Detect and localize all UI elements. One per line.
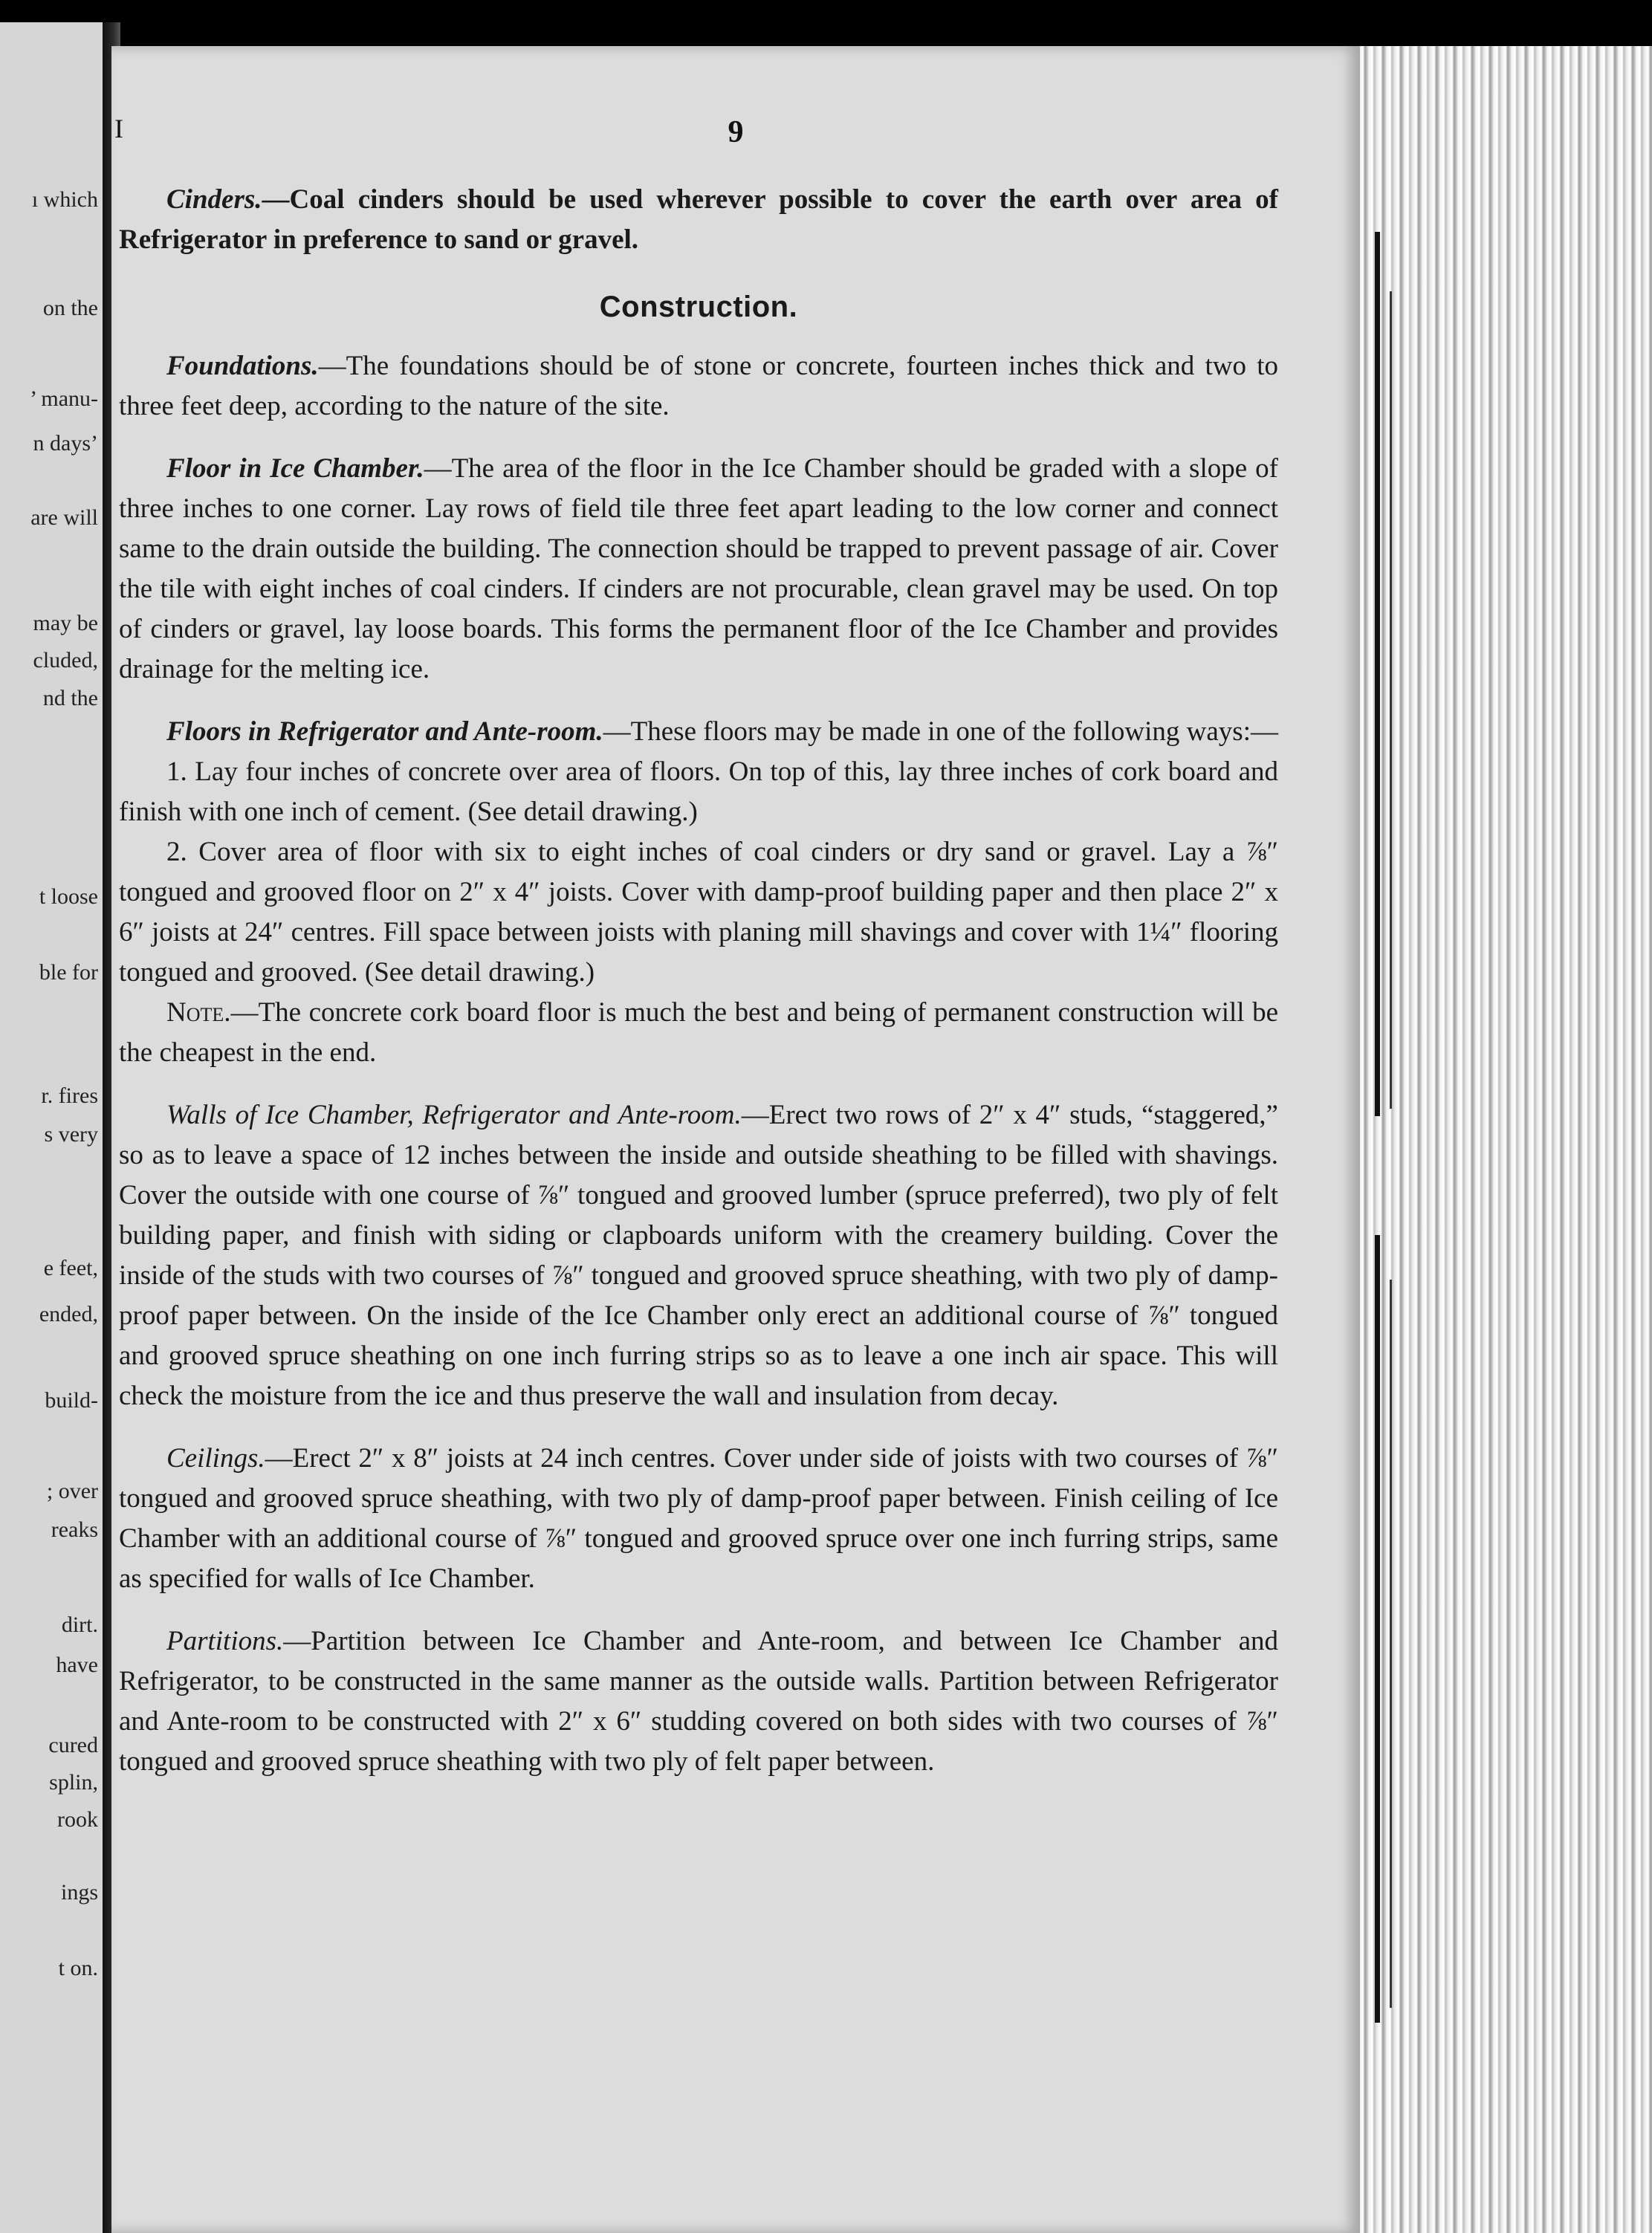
left-page-fragment: ’ manu- xyxy=(30,386,98,411)
left-page-fragment: splin, xyxy=(49,1770,98,1795)
paragraph-text: —These floors may be made in one of the following ways:— xyxy=(603,716,1278,747)
edge-shadow-bar xyxy=(1390,291,1392,1109)
left-page-fragment: ings xyxy=(60,1880,98,1905)
paragraph-text: —Erect two rows of 2″ x 4″ studs, “staggered,” so as to leave a space of 12 inches between the inside and outside sheathing to be filled with shavings. Cover the outside with one course of ⅞″ tongued and grooved lumber (spruce preferred), two ply of felt building paper, and finish with siding or clapboards uniform with the creamery building. Cover the inside of the studs with two courses of ⅞″ tongued and grooved spruce sheathing, with two ply of damp-proof paper between. On the inside of the Ice Chamber only erect an additional course of ⅞″ tongued and grooved spruce sheathing on one inch furring strips so as to leave a one inch air space. This will check the moisture from the ice and thus preserve the wall and insulation from decay. xyxy=(119,1100,1278,1411)
left-page-fragment: t loose xyxy=(39,884,98,909)
left-page-fragment: are will xyxy=(30,505,98,530)
left-page-fragment: ble for xyxy=(39,960,98,985)
paragraph-lead: Foundations. xyxy=(166,351,319,381)
paragraph-walls xyxy=(119,1095,1278,1416)
left-page-fragment: cured xyxy=(48,1733,98,1757)
paragraph-note xyxy=(119,993,1278,1073)
page-body xyxy=(119,180,1278,1782)
edge-shadow-bar xyxy=(1390,1280,1392,2008)
page-edges xyxy=(1351,46,1652,2233)
left-page-fragment: reaks xyxy=(51,1517,98,1542)
left-page-fragment: ended, xyxy=(39,1302,98,1326)
paragraph-ceilings xyxy=(119,1439,1278,1599)
left-page-fragment: cluded, xyxy=(33,648,98,673)
left-page-fragment: have xyxy=(56,1653,98,1677)
edge-shadow-bar xyxy=(1375,1235,1380,2023)
paragraph-lead: Floor in Ice Chamber. xyxy=(166,453,424,484)
paragraph-lead: Walls of Ice Chamber, Refrigerator and Ante-room. xyxy=(166,1100,742,1130)
paragraph-text: —The concrete cork board floor is much the best and being of permanent construction will be the cheapest in the end. xyxy=(119,997,1278,1068)
list-item-2: 2. Cover area of floor with six to eight inches of coal cinders or dry sand or gravel. Lay a ⅞″ tongued and grooved floor on 2″ x 4″ joists. Cover with damp-proof building paper and then place 2″ x 6″ joists at 24″ centres. Fill space between joists with planing mill shavings and cover with 1¼″ flooring tongued and grooved. (See detail drawing.) xyxy=(119,837,1278,988)
left-page-fragment: on the xyxy=(42,296,98,320)
paragraph-partitions xyxy=(119,1621,1278,1782)
page-number: 9 xyxy=(728,115,744,149)
left-page-fragment: nd the xyxy=(42,686,98,710)
left-page-fragment: r. fires xyxy=(41,1083,98,1108)
paragraph-lead: Partitions. xyxy=(166,1626,284,1656)
paragraph-floors-refrigerator xyxy=(119,712,1278,752)
left-page-fragment: s very xyxy=(44,1122,98,1147)
left-page-fragment: e feet, xyxy=(43,1256,98,1280)
left-page-fragment: rook xyxy=(57,1807,98,1832)
document-page xyxy=(111,46,1360,2233)
paragraph-lead: Floors in Refrigerator and Ante-room. xyxy=(166,716,603,747)
left-page-fragment: build- xyxy=(45,1388,98,1413)
paragraph-lead: Cinders. xyxy=(166,184,262,215)
paragraph-text: —Partition between Ice Chamber and Ante-room, and between Ice Chamber and Refrigerator, to be constructed in the same manner as the outside walls. Partition between Refrigerator and Ante-room to be constructed with 2″ x 6″ studding covered on both sides with two courses of ⅞″ tongued and grooved spruce sheathing with two ply of felt paper between. xyxy=(119,1626,1278,1777)
paragraph-floor-ice-chamber xyxy=(119,449,1278,690)
left-facing-page xyxy=(0,22,103,2233)
paragraph-foundations xyxy=(119,346,1278,427)
edge-shadow-bar xyxy=(1375,232,1380,1116)
page-mark: I xyxy=(114,114,123,143)
paragraph-lead: Note. xyxy=(166,997,231,1028)
paragraph-cinders xyxy=(119,180,1278,260)
left-page-fragment: ı which xyxy=(31,187,98,212)
paragraph-text: —The foundations should be of stone or concrete, fourteen inches thick and two to three feet deep, according to the nature of the site. xyxy=(119,351,1278,421)
left-page-fragment: n days’ xyxy=(33,431,98,456)
list-item-1: 1. Lay four inches of concrete over area of floors. On top of this, lay three inches of cork board and finish with one inch of cement. (See detail drawing.) xyxy=(119,756,1278,827)
paragraph-text: —Coal cinders should be used wherever possible to cover the earth over area of Refrigerator in preference to sand or gravel. xyxy=(119,184,1278,255)
paragraph-lead: Ceilings. xyxy=(166,1443,265,1474)
left-page-fragment: ; over xyxy=(46,1479,98,1503)
paragraph-text: —The area of the floor in the Ice Chamber should be graded with a slope of three inches to one corner. Lay rows of field tile three feet apart leading to the low corner and connect same to the drain outside the building. The connection should be trapped to prevent passage of air. Cover the tile with eight inches of coal cinders. If cinders are not procurable, clean gravel may be used. On top of cinders or gravel, lay loose boards. This forms the permanent floor of the Ice Chamber and provides drainage for the melting ice. xyxy=(119,453,1278,684)
left-page-fragment: may be xyxy=(33,611,98,635)
left-page-fragment: dirt. xyxy=(61,1613,98,1637)
left-page-fragment: t on. xyxy=(58,1956,98,1980)
section-heading: Construction. xyxy=(599,291,798,323)
paragraph-text: —Erect 2″ x 8″ joists at 24 inch centres. Cover under side of joists with two courses of ⅞″ tongued and grooved spruce sheathing, with two ply of damp-proof paper between. Finish ceiling of Ice Chamber with an additional course of ⅞″ tongued and grooved spruce over one inch furring strips, same as specified for walls of Ice Chamber. xyxy=(119,1443,1278,1594)
